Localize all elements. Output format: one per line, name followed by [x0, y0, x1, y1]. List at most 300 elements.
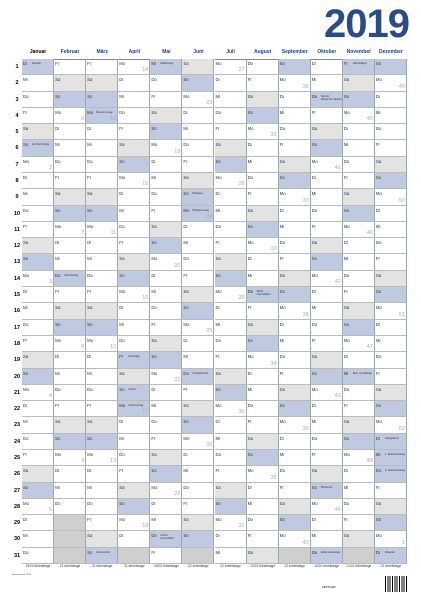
weekday-label: Di	[119, 305, 124, 311]
day-cell	[22, 515, 54, 531]
day-cell	[54, 92, 86, 108]
weekday-label: Mi	[23, 419, 28, 425]
day-cell	[279, 238, 311, 254]
day-cell	[86, 108, 118, 124]
weekday-label: Mi	[343, 256, 349, 262]
weekday-label: Do	[311, 321, 318, 327]
day-cell	[311, 369, 343, 385]
weekday-label: Sa	[151, 451, 157, 457]
day-cell	[215, 303, 247, 319]
weekday-label: Fr	[215, 468, 220, 474]
day-cell	[215, 336, 247, 352]
week-number: 19	[174, 148, 181, 155]
weekday-label: Do	[343, 272, 350, 278]
day-cell	[311, 287, 343, 303]
weekday-label: Do	[87, 500, 93, 506]
day-cell	[182, 108, 214, 124]
weekday-label: Mo	[23, 272, 29, 278]
weekday-label: So	[375, 61, 382, 66]
weekday-label: So	[23, 256, 29, 262]
holiday-label: Sommerzeit	[96, 550, 110, 554]
weekday-label: Mo	[87, 223, 94, 229]
day-cell	[279, 401, 311, 417]
weekday-label: Mo	[87, 109, 94, 115]
weekday-label: Fr	[119, 126, 124, 132]
day-cell	[311, 238, 343, 254]
holiday-label: Pfingsten	[192, 192, 204, 196]
day-cell	[86, 254, 118, 270]
day-cell	[279, 108, 311, 124]
empty-day-cell	[54, 531, 86, 547]
week-number: 12	[110, 344, 117, 351]
day-cell	[22, 254, 54, 270]
weekday-label: So	[87, 93, 93, 99]
day-cell	[311, 466, 343, 482]
day-cell	[215, 271, 247, 287]
working-days-label: 19/20 Arbeitstage	[314, 564, 340, 568]
weekday-label: Mo	[215, 289, 222, 295]
day-cell	[150, 157, 182, 173]
weekday-label: Mi	[375, 109, 381, 115]
weekday-label: Do	[375, 468, 382, 474]
weekday-label: Fr	[55, 61, 60, 66]
weekday-label: Sa	[87, 305, 93, 311]
week-number: 41	[334, 165, 341, 172]
weekday-label: So	[343, 435, 350, 441]
day-cell	[375, 108, 407, 124]
weekday-label: So	[87, 435, 93, 441]
day-cell	[118, 336, 150, 352]
day-cell	[247, 254, 279, 270]
week-number: 46	[366, 230, 373, 237]
holiday-label: Christi Himmelfahrt	[160, 534, 175, 541]
day-cell	[86, 515, 118, 531]
day-cell	[343, 401, 375, 417]
day-cell	[118, 352, 150, 368]
day-number: 10	[13, 210, 21, 217]
holiday-label: Mariä Himmelfahrt	[256, 290, 271, 297]
weekday-label: Mo	[151, 142, 158, 148]
weekday-label: Mi	[279, 451, 285, 457]
weekday-label: Mi	[311, 533, 317, 539]
day-cell	[215, 434, 247, 450]
day-cell	[182, 499, 214, 515]
day-cell	[343, 369, 375, 385]
weekday-label: So	[279, 403, 285, 409]
day-cell	[343, 189, 375, 205]
weekday-label: Di	[311, 175, 316, 181]
day-cell	[182, 271, 214, 287]
day-cell	[311, 548, 343, 564]
day-cell	[150, 515, 182, 531]
day-cell	[54, 254, 86, 270]
week-number: 30	[238, 409, 245, 416]
weekday-label: So	[87, 549, 93, 555]
weekday-label: Do	[119, 109, 125, 115]
day-cell	[118, 385, 150, 401]
weekday-label: Mo	[23, 500, 29, 506]
weekday-label: Di	[119, 191, 124, 197]
day-cell	[150, 271, 182, 287]
day-cell	[86, 303, 118, 319]
day-cell	[343, 336, 375, 352]
day-cell	[54, 483, 86, 499]
weekday-label: Di	[183, 223, 188, 229]
weekday-label: Fr	[343, 403, 348, 409]
weekday-label: Mi	[311, 419, 317, 425]
day-cell	[343, 271, 375, 287]
day-cell	[375, 238, 407, 254]
weekday-label: Do	[151, 77, 157, 83]
day-cell	[311, 385, 343, 401]
weekday-label: Di	[215, 533, 220, 539]
day-cell	[118, 369, 150, 385]
weekday-label: Di	[247, 484, 252, 490]
day-cell	[375, 206, 407, 222]
weekday-label: Do	[215, 337, 221, 343]
weekday-label: Do	[23, 321, 29, 327]
weekday-label: Mo	[247, 354, 254, 360]
day-cell	[343, 254, 375, 270]
weekday-label: Mo	[215, 175, 222, 181]
week-number: 25	[206, 327, 213, 334]
day-number: 20	[13, 373, 21, 380]
holiday-label: Reformationstag	[320, 550, 340, 554]
day-cell	[86, 189, 118, 205]
day-cell	[375, 483, 407, 499]
weekday-label: Sa	[279, 158, 285, 164]
weekday-label: Mi	[215, 549, 221, 555]
day-cell	[247, 157, 279, 173]
day-cell	[279, 222, 311, 238]
day-cell	[118, 173, 150, 189]
weekday-label: Fr	[247, 77, 252, 83]
weekday-label: So	[119, 386, 125, 392]
week-number: 36	[302, 83, 309, 90]
weekday-label: Do	[375, 126, 382, 132]
day-cell	[375, 531, 407, 547]
holiday-label: Rosenmontag	[96, 110, 113, 114]
day-cell	[118, 271, 150, 287]
weekday-label: Mo	[55, 223, 62, 229]
weekday-label: Fr	[343, 517, 348, 523]
day-number: 23	[13, 422, 21, 429]
weekday-label: So	[119, 272, 125, 278]
day-number: 26	[13, 471, 21, 478]
weekday-label: Do	[311, 549, 318, 555]
weekday-label: Sa	[183, 289, 189, 295]
day-cell	[311, 206, 343, 222]
day-number: 16	[13, 308, 21, 315]
weekday-label: Sa	[87, 77, 93, 83]
weekday-label: Do	[343, 500, 350, 506]
day-cell	[150, 59, 182, 75]
holiday-label: Fronleichnam	[192, 371, 209, 375]
day-cell	[375, 515, 407, 531]
weekday-label: Do	[183, 370, 189, 376]
day-cell	[247, 303, 279, 319]
weekday-label: Di	[343, 126, 348, 132]
day-cell	[150, 75, 182, 91]
day-cell	[150, 531, 182, 547]
weekday-label: Di	[183, 109, 188, 115]
day-cell	[54, 173, 86, 189]
weekday-label: Mi	[279, 223, 285, 229]
weekday-label: Mo	[279, 191, 286, 197]
day-cell	[279, 271, 311, 287]
weekday-label: Di	[343, 240, 348, 246]
day-cell	[182, 466, 214, 482]
weekday-label: Do	[183, 256, 189, 262]
weekday-label: Do	[23, 435, 29, 441]
day-cell	[86, 92, 118, 108]
week-number: 45	[366, 116, 373, 123]
day-cell	[182, 238, 214, 254]
week-number: 13	[110, 458, 117, 465]
day-cell	[86, 466, 118, 482]
day-cell	[86, 450, 118, 466]
weekday-label: Mo	[343, 337, 350, 343]
weekday-label: So	[247, 109, 253, 115]
weekday-label: Do	[55, 386, 61, 392]
day-cell	[215, 352, 247, 368]
working-days-label: 22 Arbeitstage	[284, 564, 305, 568]
weekday-label: Sa	[375, 386, 382, 392]
day-cell	[343, 466, 375, 482]
weekday-label: So	[119, 500, 125, 506]
week-number: 24	[206, 213, 213, 220]
weekday-label: Di	[55, 240, 60, 246]
day-cell	[311, 173, 343, 189]
holiday-label: Silvester	[384, 550, 395, 554]
day-cell	[22, 450, 54, 466]
weekday-label: So	[151, 126, 157, 132]
day-cell	[279, 499, 311, 515]
weekday-label: Fr	[311, 223, 316, 229]
weekday-label: Mi	[215, 207, 221, 213]
day-cell	[311, 401, 343, 417]
day-cell	[215, 369, 247, 385]
weekday-label: Di	[311, 289, 316, 295]
day-cell	[343, 108, 375, 124]
day-cell	[343, 140, 375, 156]
week-number: 51	[398, 311, 405, 318]
day-cell	[375, 254, 407, 270]
weekday-label: So	[55, 207, 61, 213]
week-number: 33	[270, 246, 277, 253]
weekday-label: Sa	[151, 109, 157, 115]
weekday-label: Fr	[119, 240, 124, 246]
day-cell	[54, 466, 86, 482]
day-cell	[182, 401, 214, 417]
day-cell	[118, 483, 150, 499]
day-cell	[54, 417, 86, 433]
weekday-label: Do	[87, 386, 93, 392]
day-cell	[118, 417, 150, 433]
weekday-label: Do	[279, 126, 286, 132]
weekday-label: Mi	[311, 77, 317, 83]
day-cell	[343, 434, 375, 450]
weekday-label: Fr	[279, 370, 284, 376]
month-header: April	[118, 46, 150, 60]
day-cell	[54, 303, 86, 319]
weekday-label: Fr	[215, 240, 220, 246]
day-number: 4	[15, 112, 19, 119]
weekday-label: Sa	[343, 191, 350, 197]
weekday-label: Di	[151, 500, 156, 506]
holiday-label: Ostern	[128, 387, 137, 391]
weekday-label: Sa	[215, 142, 221, 148]
weekday-label: Sa	[23, 240, 29, 246]
weekday-label: Do	[23, 549, 29, 555]
day-cell	[86, 206, 118, 222]
weekday-label: Di	[247, 142, 252, 148]
week-number: 38	[302, 311, 309, 318]
weekday-label: Di	[55, 126, 60, 132]
day-cell	[247, 108, 279, 124]
weekday-label: Mo	[311, 158, 318, 164]
weekday-label: So	[279, 175, 285, 181]
day-cell	[215, 92, 247, 108]
weekday-label: Mo	[119, 517, 126, 523]
day-cell	[343, 173, 375, 189]
working-days-row	[22, 564, 407, 570]
day-cell	[150, 548, 182, 564]
weekday-label: Mo	[279, 305, 286, 311]
holiday-label: Winterzeit	[320, 485, 333, 489]
weekday-label: Sa	[375, 500, 382, 506]
day-cell	[118, 434, 150, 450]
weekday-label: Fr	[247, 533, 252, 539]
holiday-label: Heiligabend	[384, 436, 399, 440]
weekday-label: Mo	[23, 158, 29, 164]
day-cell	[86, 499, 118, 515]
week-number: 8	[81, 344, 85, 351]
weekday-label: Mo	[343, 109, 350, 115]
working-days-label: 21 Arbeitstage	[59, 564, 81, 568]
day-cell	[247, 92, 279, 108]
day-cell	[343, 499, 375, 515]
weekday-label: So	[183, 191, 189, 197]
working-days-label: 21 Arbeitstage	[124, 564, 145, 568]
weekday-label: Di	[343, 354, 348, 360]
day-cell	[86, 173, 118, 189]
day-cell	[86, 157, 118, 173]
day-cell	[247, 271, 279, 287]
day-cell	[343, 515, 375, 531]
day-cell	[279, 336, 311, 352]
year-title: 2019	[324, 2, 409, 46]
weekday-label: Do	[247, 175, 254, 181]
day-cell	[150, 336, 182, 352]
week-number: 17	[142, 409, 149, 416]
day-cell	[182, 189, 214, 205]
day-number: 3	[15, 96, 19, 103]
day-cell	[247, 59, 279, 75]
weekday-label: Fr	[343, 289, 348, 295]
weekday-label: Do	[183, 142, 189, 148]
day-cell	[215, 320, 247, 336]
weekday-label: Mi	[215, 435, 221, 441]
day-cell	[22, 238, 54, 254]
day-cell	[118, 401, 150, 417]
day-number: 1	[15, 64, 19, 70]
day-cell	[118, 222, 150, 238]
day-cell	[215, 108, 247, 124]
day-cell	[150, 206, 182, 222]
week-number: 50	[398, 197, 405, 204]
weekday-label: Fr	[375, 484, 380, 490]
empty-day-cell	[279, 548, 311, 564]
weekday-label: Mo	[119, 403, 126, 409]
day-cell	[22, 466, 54, 482]
weekday-label: Di	[87, 126, 92, 132]
day-cell	[343, 222, 375, 238]
week-number: 6	[81, 116, 85, 123]
holiday-label: Buß- und Bettag	[352, 371, 372, 375]
day-cell	[86, 385, 118, 401]
weekday-label: Mi	[151, 403, 156, 409]
working-days-label: 19/20 Arbeitstage	[153, 564, 179, 568]
weekday-label: Do	[183, 484, 189, 490]
holiday-label: Karfreitag	[128, 355, 140, 359]
day-cell	[247, 75, 279, 91]
day-cell	[150, 352, 182, 368]
day-cell	[182, 450, 214, 466]
weekday-label: Sa	[87, 533, 93, 539]
day-cell	[215, 417, 247, 433]
day-cell	[86, 271, 118, 287]
day-cell	[118, 59, 150, 75]
week-number: 47	[366, 344, 373, 351]
day-number: 2	[15, 80, 19, 87]
day-cell	[311, 417, 343, 433]
weekday-label: Di	[215, 305, 220, 311]
weekday-label: Mo	[183, 435, 190, 441]
day-cell	[215, 222, 247, 238]
day-number: 30	[13, 536, 21, 543]
day-cell	[375, 385, 407, 401]
weekday-label: Mi	[183, 468, 188, 474]
weekday-label: Sa	[343, 77, 350, 83]
weekday-label: Fr	[55, 403, 60, 409]
week-number: 23	[206, 99, 213, 106]
day-cell	[343, 75, 375, 91]
week-number: 26	[206, 441, 213, 448]
empty-day-cell	[54, 548, 86, 564]
day-cell	[215, 238, 247, 254]
day-cell	[375, 92, 407, 108]
day-cell	[86, 124, 118, 140]
weekday-label: Do	[311, 207, 318, 213]
day-cell	[279, 515, 311, 531]
weekday-label: Sa	[215, 484, 221, 490]
day-cell	[343, 238, 375, 254]
weekday-label: Fr	[87, 289, 92, 295]
weekday-label: Fr	[87, 175, 92, 181]
holiday-label: Tag der Deutschen Einheit	[320, 94, 342, 101]
week-number: 52	[398, 425, 405, 432]
holiday-label: Valentinstag	[64, 273, 79, 277]
day-cell	[54, 385, 86, 401]
day-cell	[22, 124, 54, 140]
weekday-label: Fr	[87, 517, 92, 523]
day-cell	[54, 206, 86, 222]
day-cell	[343, 303, 375, 319]
weekday-label: Di	[55, 468, 60, 474]
weekday-label: Di	[375, 207, 380, 213]
weekday-label: Sa	[247, 93, 253, 99]
